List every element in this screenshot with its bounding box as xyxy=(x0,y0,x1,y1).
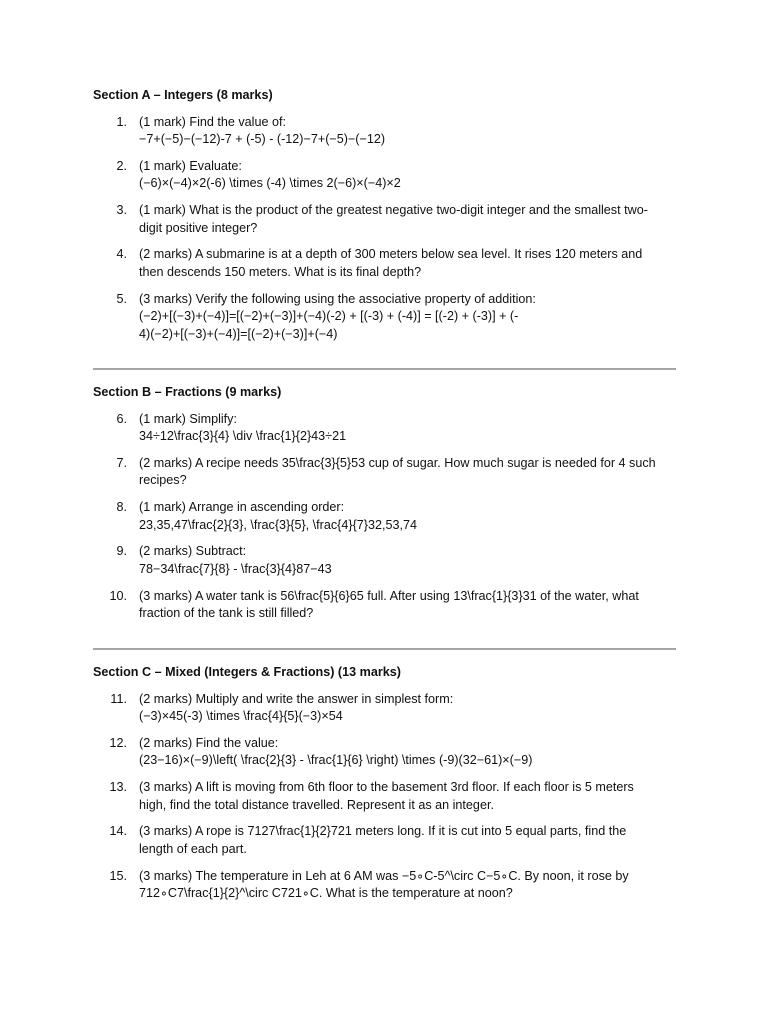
question-number: 2. xyxy=(116,158,127,173)
question-text-line: length of each part. xyxy=(139,841,247,856)
question-text-line: 712∘C7\frac{1}{2}^\circ C721∘C. What is the temperature at noon? xyxy=(139,886,513,901)
question-item xyxy=(93,868,693,903)
question-text-line: (2 marks) Multiply and write the answer in simplest form: xyxy=(139,691,454,706)
question-item xyxy=(93,779,693,814)
section-c xyxy=(93,664,693,912)
section-divider xyxy=(93,648,676,650)
section-title: Section A – Integers (8 marks) xyxy=(93,88,273,102)
question-number: 14. xyxy=(109,824,127,839)
question-text-line: 23,35,47\frac{2}{3}, \frac{3}{5}, \frac{4}{7}32,53,74 xyxy=(139,517,418,532)
question-item xyxy=(93,499,693,534)
question-text-line: (23−16)×(−9)\left( \frac{2}{3} - \frac{1}{6} \right) \times (-9)(32−61)×(−9) xyxy=(139,753,533,768)
question-text-line: (1 mark) Evaluate: xyxy=(139,158,242,173)
question-text-line: (1 mark) Simplify: xyxy=(139,411,237,426)
question-text-line: recipes? xyxy=(139,473,187,488)
question-text-line: (−3)×45(-3) \times \frac{4}{5}(−3)×54 xyxy=(139,709,343,723)
question-list xyxy=(93,114,693,344)
question-list xyxy=(93,691,693,903)
question-number: 13. xyxy=(109,780,127,795)
question-text-line: (−6)×(−4)×2(-6) \times (-4) \times 2(−6)×(−4)×2 xyxy=(139,176,401,191)
question-item xyxy=(93,291,693,344)
question-text-line: 34÷12\frac{3}{4} \div \frac{1}{2}43÷21 xyxy=(139,429,347,443)
question-text-line: −7+(−5)−(−12)-7 + (-5) - (-12)−7+(−5)−(−12) xyxy=(139,132,386,146)
question-number: 4. xyxy=(116,247,127,262)
question-number: 12. xyxy=(109,735,127,750)
question-number: 3. xyxy=(116,203,127,218)
question-text-line: (3 marks) A water tank is 56\frac{5}{6}65 full. After using 13\frac{1}{3}31 of the water, what xyxy=(139,588,639,603)
section-divider xyxy=(93,368,676,370)
question-item xyxy=(93,411,693,446)
question-number: 15. xyxy=(109,868,127,883)
question-item xyxy=(93,823,693,858)
question-text-line: (−2)+[(−3)+(−4)]=[(−2)+(−3)]+(−4)(-2) + [(-3) + (-4)] = [(-2) + (-3)] + (- xyxy=(139,309,519,324)
question-text-line: (1 mark) Arrange in ascending order: xyxy=(139,500,345,515)
question-item xyxy=(93,246,693,281)
section-b xyxy=(93,384,693,632)
question-text-line: 4)(−2)+[(−3)+(−4)]=[(−2)+(−3)]+(−4) xyxy=(139,326,338,341)
question-text-line: 78−34\frac{7}{8} - \frac{3}{4}87−43 xyxy=(139,561,332,576)
question-text-line: (3 marks) Verify the following using the associative property of addition: xyxy=(139,291,536,306)
question-text-line: (1 mark) Find the value of: xyxy=(139,114,286,129)
question-number: 8. xyxy=(116,500,127,515)
question-list xyxy=(93,411,693,623)
question-item xyxy=(93,691,693,726)
question-text-line: (2 marks) A submarine is at a depth of 300 meters below sea level. It rises 120 meters and xyxy=(139,247,643,262)
question-text-line: digit positive integer? xyxy=(139,220,258,235)
question-text-line: (3 marks) The temperature in Leh at 6 AM was −5∘C-5^\circ C−5∘C. By noon, it rose by xyxy=(139,868,629,883)
question-number: 1. xyxy=(116,114,127,129)
question-text-line: (2 marks) A recipe needs 35\frac{3}{5}53 cup of sugar. How much sugar is needed for 4 such xyxy=(139,455,656,470)
question-text-line: fraction of the tank is still filled? xyxy=(139,606,314,621)
question-text-line: high, find the total distance travelled. Represent it as an integer. xyxy=(139,797,494,812)
question-number: 9. xyxy=(116,544,127,559)
question-text-line: (3 marks) A rope is 7127\frac{1}{2}721 meters long. If it is cut into 5 equal parts, find the xyxy=(139,824,627,839)
question-item xyxy=(93,158,693,193)
question-number: 7. xyxy=(116,455,127,470)
question-text-line: (3 marks) A lift is moving from 6th floor to the basement 3rd floor. If each floor is 5 meters xyxy=(139,780,634,795)
question-item xyxy=(93,114,693,149)
question-text-line: then descends 150 meters. What is its final depth? xyxy=(139,264,422,279)
section-title: Section B – Fractions (9 marks) xyxy=(93,385,282,399)
question-item xyxy=(93,588,693,623)
question-text-line: (2 marks) Subtract: xyxy=(139,544,247,559)
question-item xyxy=(93,735,693,770)
section-a xyxy=(93,87,693,352)
question-number: 11. xyxy=(110,691,127,706)
question-item xyxy=(93,543,693,578)
question-item xyxy=(93,455,693,490)
question-number: 10. xyxy=(109,588,127,603)
question-number: 6. xyxy=(116,411,127,426)
question-text-line: (1 mark) What is the product of the greatest negative two-digit integer and the smallest two- xyxy=(139,203,648,218)
question-item xyxy=(93,202,693,237)
question-number: 5. xyxy=(116,291,127,306)
question-text-line: (2 marks) Find the value: xyxy=(139,735,279,750)
section-title: Section C – Mixed (Integers & Fractions) (13 marks) xyxy=(93,665,401,679)
